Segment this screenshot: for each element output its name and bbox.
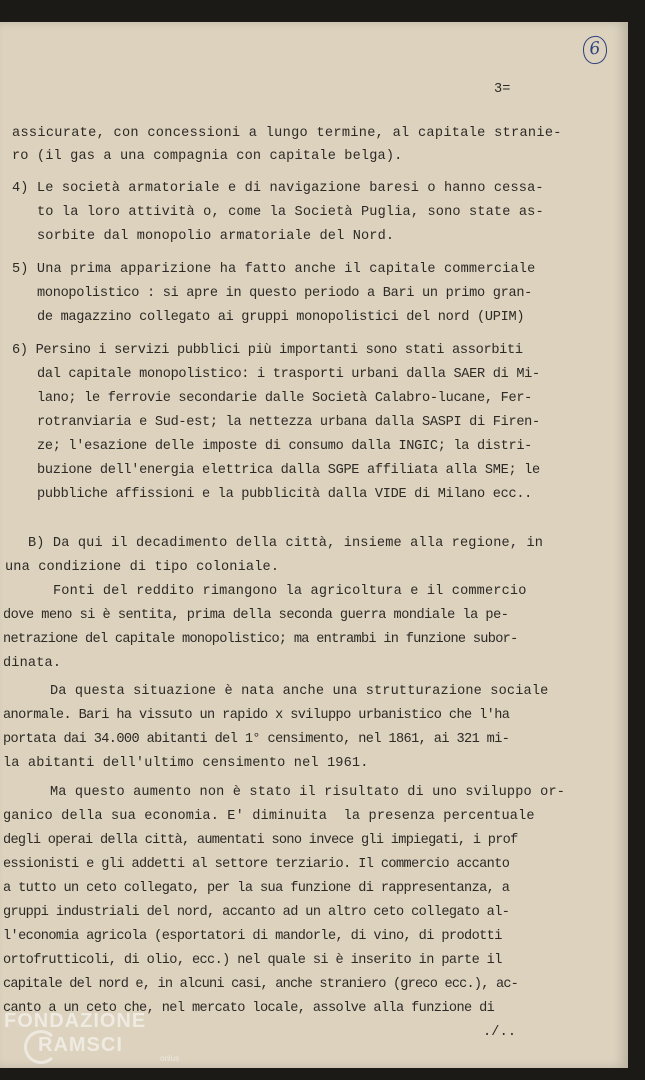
logo-line-fondazione: FONDAZIONE: [4, 1010, 147, 1032]
document-page: [0, 22, 628, 1068]
text-line: netrazione del capitale monopolistico; ma entrambi in funzione subor-: [3, 632, 518, 647]
text-line: pubbliche affissioni e la pubblicità dalla VIDE di Milano ecc..: [37, 487, 533, 502]
text-line: gruppi industriali del nord, accanto ad un altro ceto collegato al-: [3, 905, 510, 920]
text-line: a tutto un ceto collegato, per la sua funzione di rappresentanza, a: [3, 881, 510, 896]
fondazione-gramsci-logo: [2, 1010, 192, 1072]
continuation-mark: ./..: [483, 1025, 517, 1040]
text-line: ze; l'esazione delle imposte di consumo dalla INGIC; la distri-: [37, 439, 533, 454]
text-line: rotranviaria e Sud-est; la nettezza urbana dalla SASPI di Firen-: [37, 415, 540, 430]
text-line: Da questa situazione è nata anche una strutturazione sociale: [50, 684, 549, 699]
text-line: dinata.: [3, 656, 62, 671]
text-line: buzione dell'energia elettrica dalla SGPE affiliata alla SME; le: [37, 463, 540, 478]
text-line: assicurate, con concessioni a lungo termine, al capitale stranie-: [12, 126, 562, 141]
text-line: 4) Le società armatoriale e di navigazione baresi o hanno cessa-: [12, 181, 544, 196]
text-line: Ma questo aumento non è stato il risultato di uno sviluppo or-: [50, 785, 566, 800]
logo-line-gramsci: RAMSCI: [38, 1034, 123, 1056]
text-line: ro (il gas a una compagnia con capitale belga).: [12, 149, 403, 164]
text-line: una condizione di tipo coloniale.: [5, 560, 280, 575]
text-line: anormale. Bari ha vissuto un rapido x sviluppo urbanistico che l'ha: [3, 708, 510, 723]
typed-page-marker: 3=: [494, 82, 511, 97]
text-line: portata dai 34.000 abitanti del 1° censimento, nel 1861, ai 321 mi-: [3, 732, 510, 747]
text-line: capitale del nord e, in alcuni casi, anche straniero (greco ecc.), ac-: [3, 977, 519, 992]
text-line: degli operai della città, aumentati sono invece gli impiegati, i prof: [3, 833, 518, 848]
text-line: dal capitale monopolistico: i trasporti urbani dalla SAER di Mi-: [37, 367, 540, 382]
text-line: ganico della sua economia. E' diminuita la presenza percentuale: [3, 809, 535, 824]
handwritten-page-number: 6: [582, 35, 609, 65]
text-line: 5) Una prima apparizione ha fatto anche il capitale commerciale: [12, 262, 536, 277]
text-line: essionisti e gli addetti al settore terziario. Il commercio accanto: [3, 857, 510, 872]
text-line: de magazzino collegato ai gruppi monopolistici del nord (UPIM): [37, 310, 525, 325]
text-line: la abitanti dell'ultimo censimento nel 1961.: [3, 756, 369, 771]
text-line: 6) Persino i servizi pubblici più importanti sono stati assorbiti: [12, 343, 523, 358]
text-line: B) Da qui il decadimento della città, insieme alla regione, in: [28, 536, 544, 551]
text-line: l'economia agricola (esportatori di mandorle, di vino, di prodotti: [3, 929, 502, 944]
text-line: to la loro attività o, come la Società Puglia, sono state as-: [37, 205, 544, 220]
text-line: monopolistico : si apre in questo periodo a Bari un primo gran-: [37, 286, 533, 301]
logo-line-onlus: onlus: [160, 1054, 180, 1063]
text-line: lano; le ferrovie secondarie dalle Società Calabro-lucane, Fer-: [37, 391, 533, 406]
text-line: ortofrutticoli, di olio, ecc.) nel quale si è inserito in parte il: [3, 953, 502, 968]
text-line: sorbite dal monopolio armatoriale del Nord.: [37, 229, 395, 244]
text-line: canto a un ceto che, nel mercato locale, assolve alla funzione di: [3, 1001, 495, 1016]
text-line: Fonti del reddito rimangono la agricoltura e il commercio: [53, 584, 527, 599]
text-line: dove meno si è sentita, prima della seconda guerra mondiale la pe-: [3, 608, 509, 623]
